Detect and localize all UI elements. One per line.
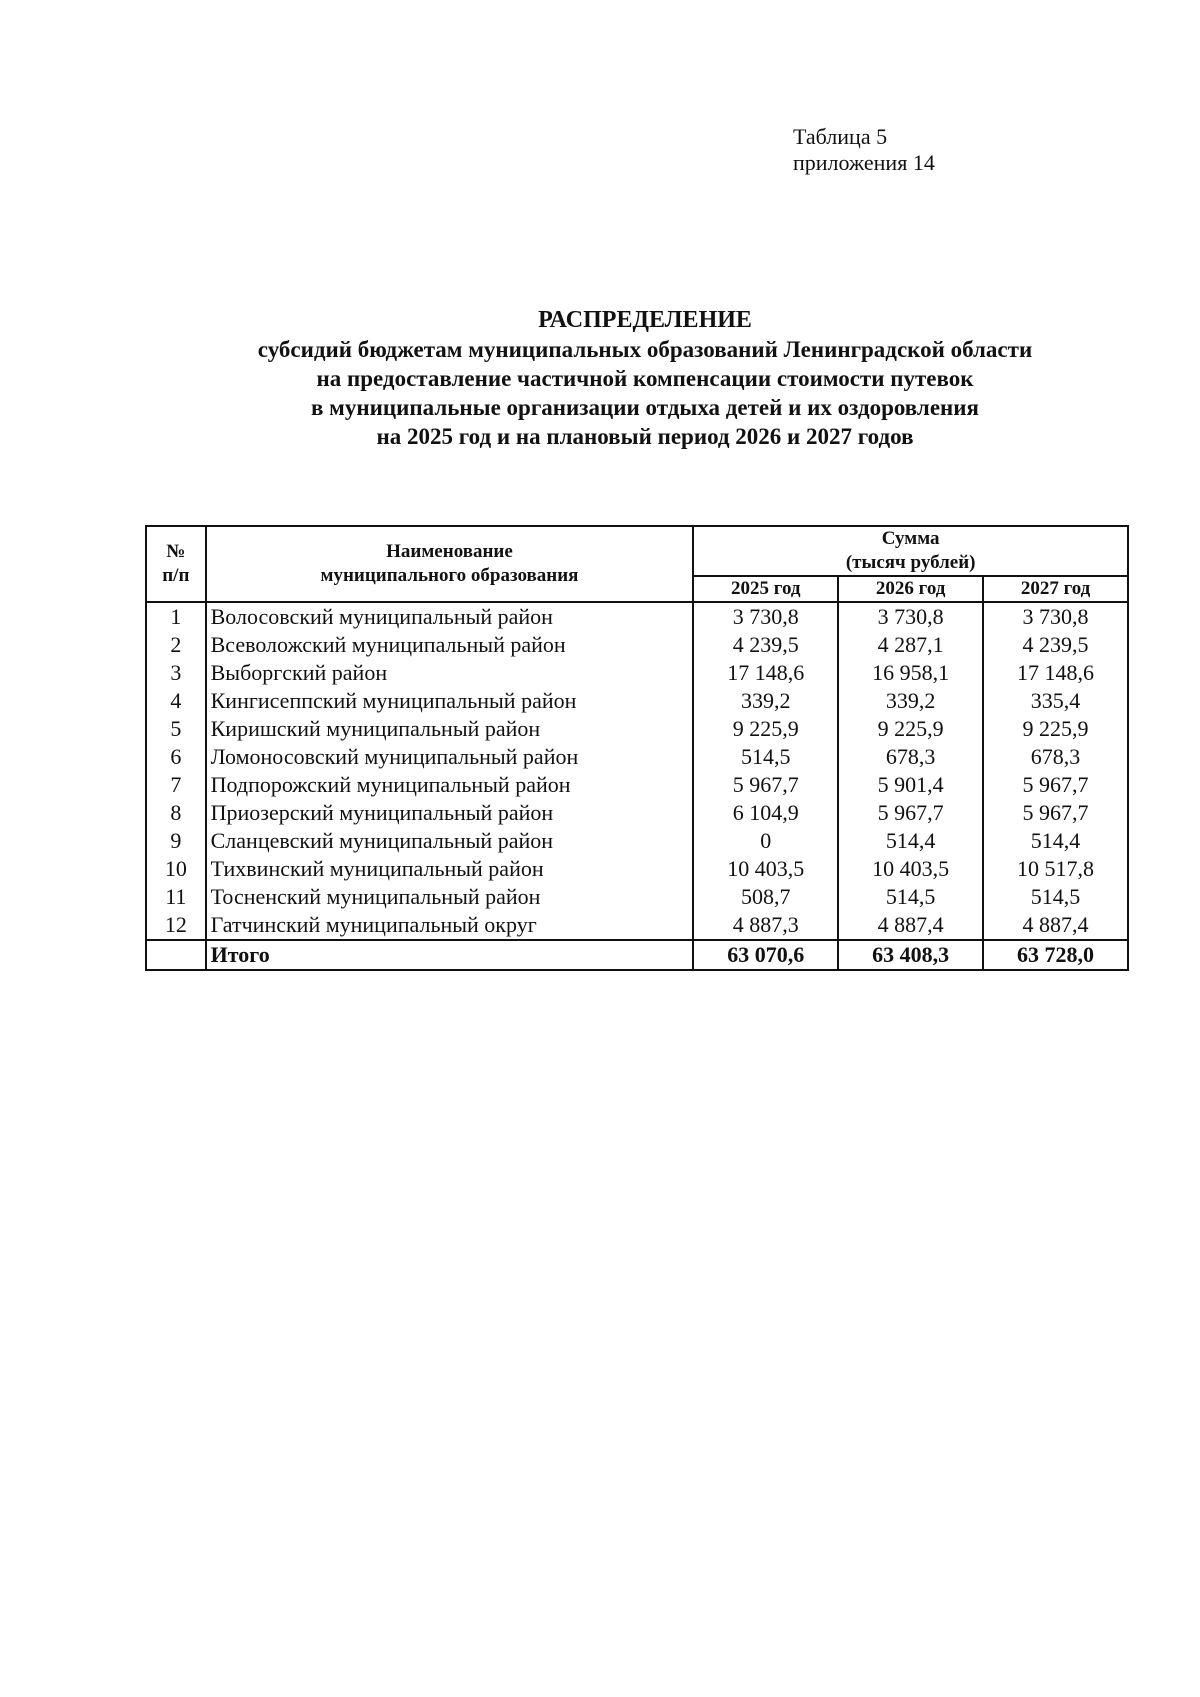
row-value-2026: 514,5 xyxy=(838,883,983,911)
row-name: Всеволожский муниципальный район xyxy=(206,631,694,659)
row-value-2026: 5 967,7 xyxy=(838,799,983,827)
row-value-2025: 508,7 xyxy=(693,883,838,911)
header-number-line-1: № xyxy=(166,541,186,562)
row-value-2026: 3 730,8 xyxy=(838,602,983,631)
row-name: Ломоносовский муниципальный район xyxy=(206,743,694,771)
row-value-2025: 17 148,6 xyxy=(693,659,838,687)
row-name: Кингисеппский муниципальный район xyxy=(206,687,694,715)
row-value-2025: 5 967,7 xyxy=(693,771,838,799)
header-name-line-2: муниципального образования xyxy=(320,565,579,586)
total-value-2025: 63 070,6 xyxy=(693,940,838,970)
row-value-2025: 6 104,9 xyxy=(693,799,838,827)
header-year-2025: 2025 год xyxy=(693,576,838,602)
table-header xyxy=(146,526,1128,602)
row-name: Тосненский муниципальный район xyxy=(206,883,694,911)
row-value-2026: 5 901,4 xyxy=(838,771,983,799)
table-row xyxy=(146,687,1128,715)
row-number: 5 xyxy=(146,715,206,743)
row-name: Волосовский муниципальный район xyxy=(206,602,694,631)
row-number: 9 xyxy=(146,827,206,855)
row-value-2026: 339,2 xyxy=(838,687,983,715)
total-value-2027: 63 728,0 xyxy=(983,940,1128,970)
row-number: 3 xyxy=(146,659,206,687)
header-number xyxy=(146,526,206,602)
row-name: Киришский муниципальный район xyxy=(206,715,694,743)
row-value-2027: 4 239,5 xyxy=(983,631,1128,659)
row-number: 1 xyxy=(146,602,206,631)
row-value-2026: 4 287,1 xyxy=(838,631,983,659)
header-year-2027: 2027 год xyxy=(983,576,1128,602)
row-value-2026: 514,4 xyxy=(838,827,983,855)
row-value-2027: 4 887,4 xyxy=(983,911,1128,940)
heading-line-3: в муниципальные организации отдыха детей и их оздоровления xyxy=(311,395,979,420)
heading-line-4: на 2025 год и на плановый период 2026 и 2027 годов xyxy=(376,424,914,449)
row-number: 4 xyxy=(146,687,206,715)
row-value-2026: 4 887,4 xyxy=(838,911,983,940)
row-value-2027: 335,4 xyxy=(983,687,1128,715)
row-value-2025: 9 225,9 xyxy=(693,715,838,743)
row-value-2027: 5 967,7 xyxy=(983,771,1128,799)
row-name: Тихвинский муниципальный район xyxy=(206,855,694,883)
heading-title: РАСПРЕДЕЛЕНИЕ xyxy=(538,307,752,333)
row-value-2027: 678,3 xyxy=(983,743,1128,771)
row-number: 7 xyxy=(146,771,206,799)
total-number-cell xyxy=(146,940,206,970)
header-sum-line-2: (тысяч рублей) xyxy=(845,552,976,573)
heading-line-2: на предоставление частичной компенсации стоимости путевок xyxy=(316,366,974,391)
row-name: Выборгский район xyxy=(206,659,694,687)
row-number: 2 xyxy=(146,631,206,659)
row-value-2026: 16 958,1 xyxy=(838,659,983,687)
reference-appendix-number: приложения 14 xyxy=(793,150,935,175)
header-sum-line-1: Сумма xyxy=(881,528,940,549)
table-row xyxy=(146,771,1128,799)
row-value-2027: 514,4 xyxy=(983,827,1128,855)
row-value-2027: 5 967,7 xyxy=(983,799,1128,827)
row-value-2025: 4 887,3 xyxy=(693,911,838,940)
table-row xyxy=(146,911,1128,940)
distribution-table xyxy=(145,525,1129,971)
row-value-2025: 10 403,5 xyxy=(693,855,838,883)
row-value-2027: 10 517,8 xyxy=(983,855,1128,883)
table-row xyxy=(146,631,1128,659)
total-value-2026: 63 408,3 xyxy=(838,940,983,970)
row-name: Гатчинский муниципальный округ xyxy=(206,911,694,940)
row-value-2027: 514,5 xyxy=(983,883,1128,911)
document-heading xyxy=(120,306,1170,451)
table-row xyxy=(146,883,1128,911)
row-value-2026: 9 225,9 xyxy=(838,715,983,743)
table-row xyxy=(146,799,1128,827)
row-value-2025: 339,2 xyxy=(693,687,838,715)
heading-line-1: субсидий бюджетам муниципальных образований Ленинградской области xyxy=(257,337,1033,362)
table-row xyxy=(146,743,1128,771)
table-row xyxy=(146,715,1128,743)
table-footer xyxy=(146,940,1128,970)
row-name: Подпорожский муниципальный район xyxy=(206,771,694,799)
row-number: 10 xyxy=(146,855,206,883)
header-sum xyxy=(693,526,1128,576)
reference-table-number: Таблица 5 xyxy=(793,124,888,149)
row-value-2025: 0 xyxy=(693,827,838,855)
row-value-2027: 17 148,6 xyxy=(983,659,1128,687)
row-number: 12 xyxy=(146,911,206,940)
total-row xyxy=(146,940,1128,970)
table-row xyxy=(146,602,1128,631)
row-name: Сланцевский муниципальный район xyxy=(206,827,694,855)
row-value-2026: 10 403,5 xyxy=(838,855,983,883)
table-row xyxy=(146,855,1128,883)
total-label: Итого xyxy=(206,940,694,970)
table-row xyxy=(146,827,1128,855)
row-value-2025: 3 730,8 xyxy=(693,602,838,631)
row-value-2025: 514,5 xyxy=(693,743,838,771)
header-number-line-2: п/п xyxy=(162,565,190,586)
row-value-2027: 9 225,9 xyxy=(983,715,1128,743)
table-reference xyxy=(793,124,935,176)
row-number: 6 xyxy=(146,743,206,771)
table-body xyxy=(146,602,1128,940)
row-value-2025: 4 239,5 xyxy=(693,631,838,659)
row-number: 8 xyxy=(146,799,206,827)
header-name xyxy=(206,526,694,602)
row-number: 11 xyxy=(146,883,206,911)
table-row xyxy=(146,659,1128,687)
row-value-2026: 678,3 xyxy=(838,743,983,771)
row-name: Приозерский муниципальный район xyxy=(206,799,694,827)
header-name-line-1: Наименование xyxy=(386,541,513,562)
row-value-2027: 3 730,8 xyxy=(983,602,1128,631)
header-year-2026: 2026 год xyxy=(838,576,983,602)
